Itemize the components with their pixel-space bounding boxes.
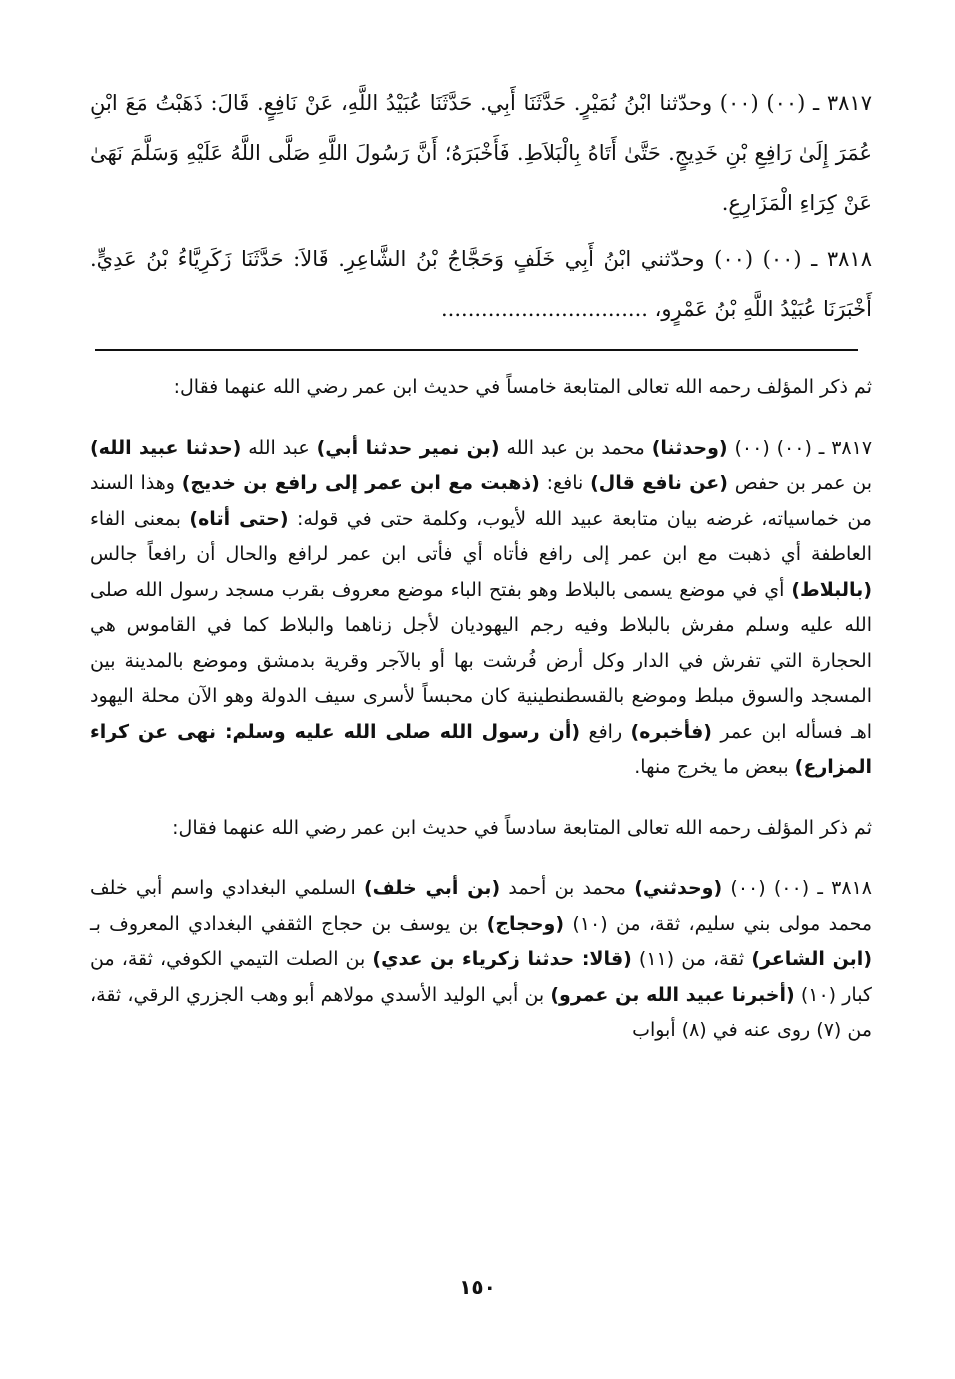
c3818-b: (وحدثني) (634, 877, 723, 899)
commentary-intro-2: ثم ذكر المؤلف رحمه الله تعالى المتابعة سادساً في حديث ابن عمر رضي الله عنهما فقال: (172, 816, 872, 839)
c3817-i: نافع: (546, 472, 584, 494)
commentary-3817 (90, 431, 872, 786)
c3818-k: بن الصلت التيمي الكوفي، ثقة، من كبار (١٠) (90, 948, 872, 1006)
footnote-divider (95, 349, 858, 351)
c3817-m: بمعنى الفاء العاطفة أي ذهبت مع ابن عمر إلى رافع فأتاه أي فأتى ابن عمر لرافع والحال أن رافعاً جالس (90, 507, 872, 565)
c3818-i: ثقة، من (١١) (638, 948, 745, 970)
c3817-o: أي في موضع يسمى بالبلاط وهو بفتح الباء موضع معروف بقرب مسجد رسول الله صلى الله عليه وسلم مفرش بالبلاط وفيه رجم اليهوديان لأجل زناهما والبلاط كما في القاموس هي الحجارة التي تفرش في الدار وكل أرض فُرشت بها أو بالآجر وقرية بدمشق وموضع بالمدينة بين المسجد والسوق مبلط وموضع بالقسطنطينية كان محبساً لأسرى سيف الدولة وهو الآن محلة اليهود اهـ فسأله ابن عمر (90, 578, 872, 743)
c3817-f: (حدثنا عبيد الله) (90, 436, 242, 459)
c3818-g: بن يوسف بن حجاج الثقفي البغدادي المعروف بـ (90, 912, 479, 935)
hadith-3817-text: ٣٨١٧ ـ (٠٠) (٠٠) وحدّثنا ابْنُ نُمَيْرٍ. حَدَّثَنَا أَبِي. حَدَّثَنَا عُبَيْدُ اللَّهِ، عَنْ نَافِعٍ. قَالَ: ذَهَبْتُ مَعَ ابْنِ عُمَرَ إِلَىٰ رَافِعِ بْنِ خَدِيجٍ. حَتَّىٰ أَتَاهُ بِالْبَلاَطِ. فَأَخْبَرَهُ؛ أَنَّ رَسُولَ اللَّهِ صَلَّى اللَّهُ عَلَيْهِ وَسَلَّمَ نَهَىٰ عَنْ كِرَاءِ الْمَزَارِعِ. (90, 91, 872, 215)
commentary-block (90, 370, 872, 1049)
c3817-p: (فأخبره) (630, 720, 712, 743)
c3818-e: السلمي البغدادي واسم أبي خلف محمد مولى بني سليم، ثقة، من (١٠) (90, 877, 873, 935)
hadith-3818 (90, 234, 872, 334)
commentary-3818 (90, 871, 872, 1049)
hadith-3818-text: ٣٨١٨ ـ (٠٠) (٠٠) وحدّثني ابْنُ أَبِي خَلَفٍ وَحَجَّاجُ بْنُ الشَّاعِرِ. قَالاَ: حَدَّثَنَا زَكَرِيَّاءُ بْنُ عَدِيٍّ. أَخْبَرَنَا عُبَيْدُ اللَّهِ بْنُ عَمْرٍو، (90, 247, 872, 321)
c3818-m: بن أبي الوليد الأسدي مولاهم أبو وهب الجزري الرقي، ثقة، من (٧) روى عنه في (٨) أبواب (90, 983, 872, 1041)
c3817-d: (بن نمير حدثنا أبي) (316, 436, 500, 459)
c3817-r: (أن رسول الله صلى الله عليه وسلم: نهى عن كراء المزارع) (90, 720, 872, 778)
hadith-3817 (90, 78, 872, 228)
c3817-e: عبد الله (248, 436, 310, 459)
c3817-c: محمد بن عبد الله (506, 436, 645, 459)
c3817-g: بن عمر بن حفص (734, 472, 872, 494)
c3817-j: (ذهبت مع ابن عمر إلى رافع بن خديج) (181, 472, 540, 494)
c3817-k: وهذا السند من خماسياته، غرضه بيان متابعة عبيد الله لأيوب، وكلمة حتى في قوله: (90, 472, 872, 530)
commentary-intro-1: ثم ذكر المؤلف رحمه الله تعالى المتابعة خامساً في حديث ابن عمر رضي الله عنهما فقال: (173, 376, 872, 398)
c3818-a: ٣٨١٨ ـ (٠٠) (٠٠) (730, 877, 872, 899)
c3817-s: ببعض ما يخرج منها. (634, 756, 789, 778)
c3817-h: (عن نافع قال) (590, 472, 728, 494)
c3818-h: (ابن الشاعر) (751, 948, 872, 970)
c3818-c: محمد بن أحمد (508, 877, 626, 899)
hadith-text-block (90, 78, 872, 334)
c3818-l: (أخبرنا عبيد الله بن عمرو) (550, 983, 795, 1006)
c3817-n: (بالبلاط) (791, 578, 872, 601)
c3818-f: (وحجاج) (486, 912, 565, 935)
c3817-b: (وحدثنا) (651, 436, 728, 459)
c3817-l: (حتى أتاه) (189, 507, 289, 530)
c3817-a: ٣٨١٧ ـ (٠٠) (٠٠) (734, 436, 873, 459)
page-number: ١٥٠ (459, 1275, 496, 1299)
ellipsis-dots: ............................... (441, 297, 648, 321)
c3818-j: (قالا: حدثنا زكرياء بن عدي) (372, 948, 632, 970)
c3818-d: (بن أبي خلف) (363, 877, 501, 899)
c3817-q: رافع (588, 720, 623, 743)
